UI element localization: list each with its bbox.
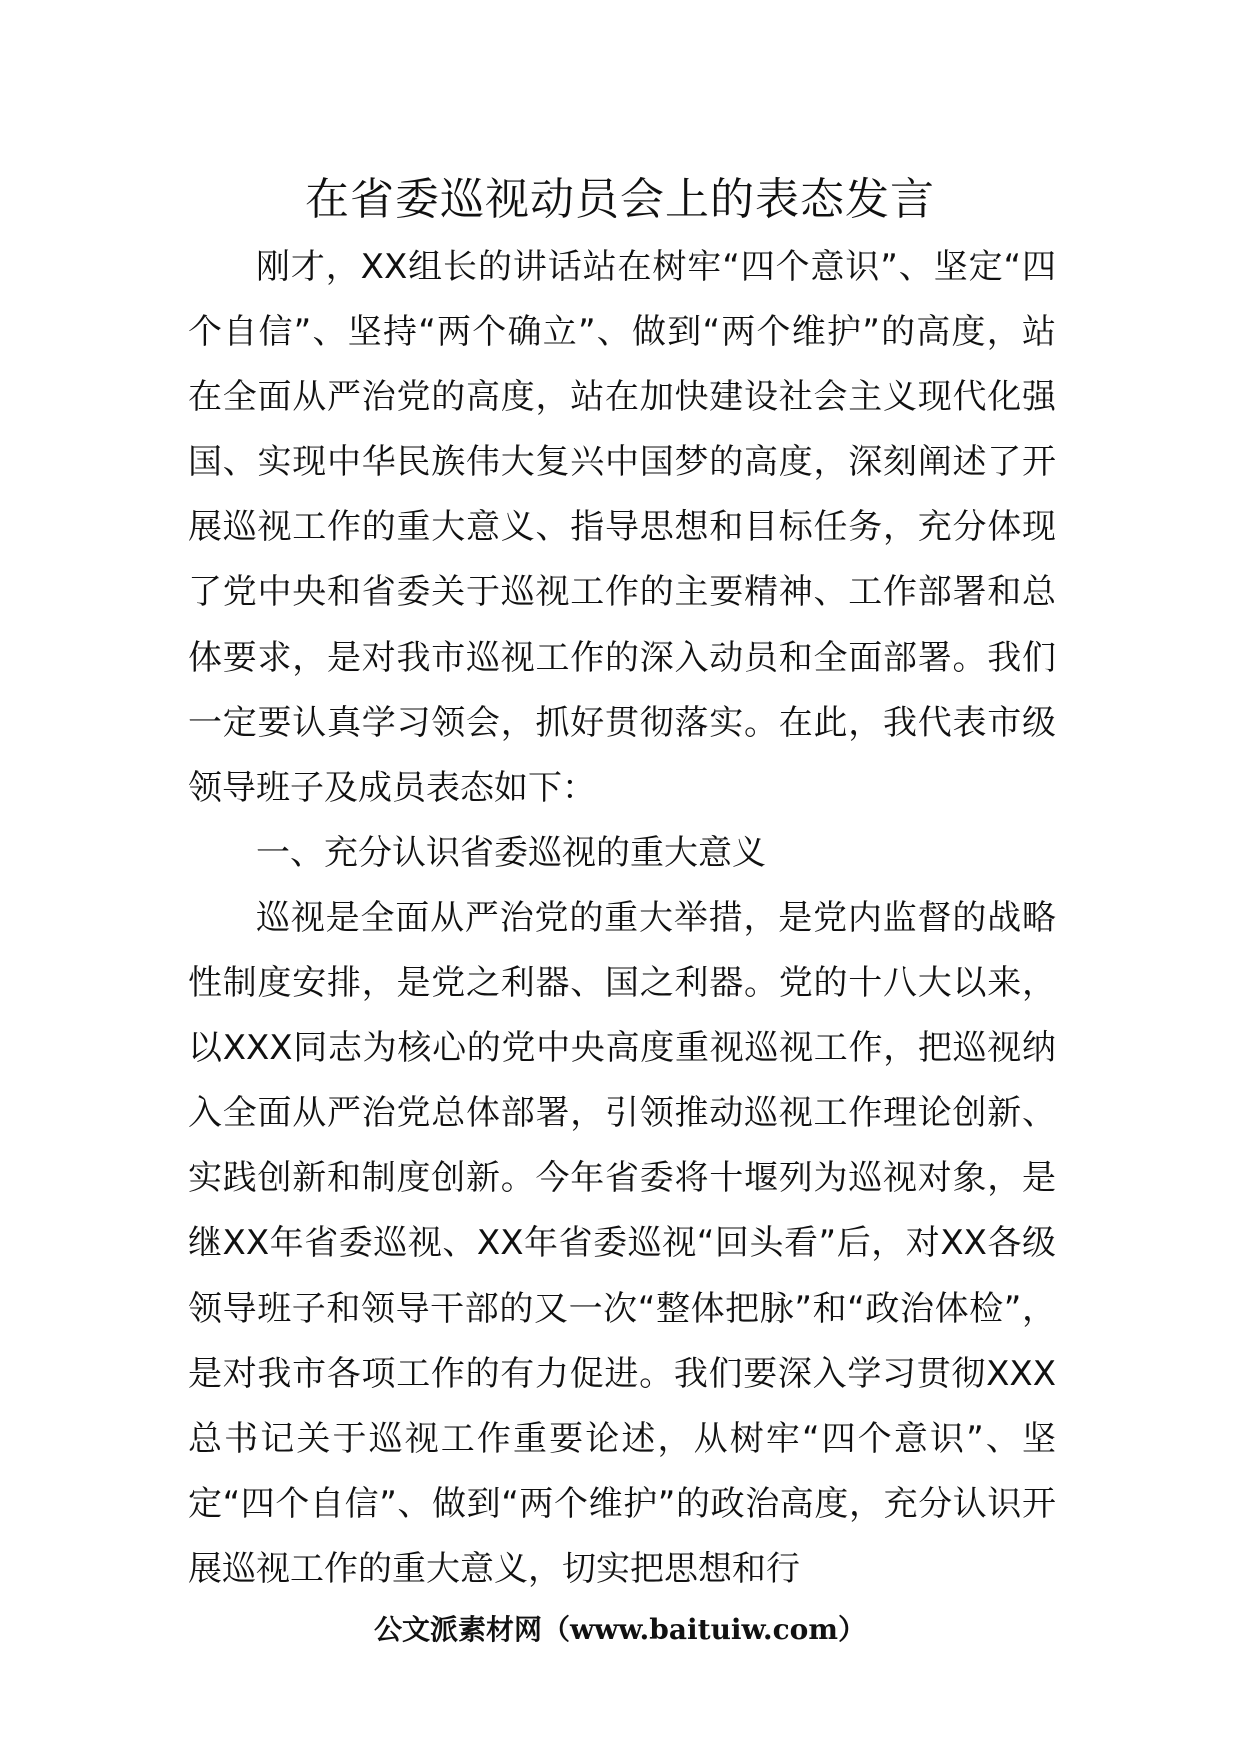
footer-watermark: 公文派素材网（www.baituiw.com） [374,1613,866,1646]
paragraph-section-1: 巡视是全面从严治党的重大举措，是党内监督的战略性制度安排，是党之利器、国之利器。党的十八大以来，以XXX同志为核心的党中央高度重视巡视工作，把巡视纳入全面从严治党总体部署，引领推动巡视工作理论创新、实践创新和制度创新。今年省委将十堰列为巡视对象，是继XX年省委巡视、XX年省委巡视“回头看”后，对XX各级领导班子和领导干部的又一次“整体把脉”和“政治体检”，是对我市各项工作的有力促进。我们要深入学习贯彻XXX总书记关于巡视工作重要论述，从树牢“四个意识”、坚定“四个自信”、做到“两个维护”的政治高度，充分认识开展巡视工作的重大意义，切实把思想和行 [188,897,1056,1589]
document-title: 在省委巡视动员会上的表态发言 [305,174,935,225]
paragraph-intro: 刚才，XX组长的讲话站在树牢“四个意识”、坚定“四个自信”、坚持“两个确立”、做到“两个维护”的高度，站在全面从严治党的高度，站在加快建设社会主义现代化强国、实现中华民族伟大复兴中国梦的高度，深刻阐述了开展巡视工作的重大意义、指导思想和目标任务，充分体现了党中央和省委关于巡视工作的主要精神、工作部署和总体要求，是对我市巡视工作的深入动员和全面部署。我们一定要认真学习领会，抓好贯彻落实。在此，我代表市级领导班子及成员表态如下： [188,247,1056,808]
section-heading-1: 一、充分认识省委巡视的重大意义 [256,832,766,873]
document-body [188,235,1056,1602]
